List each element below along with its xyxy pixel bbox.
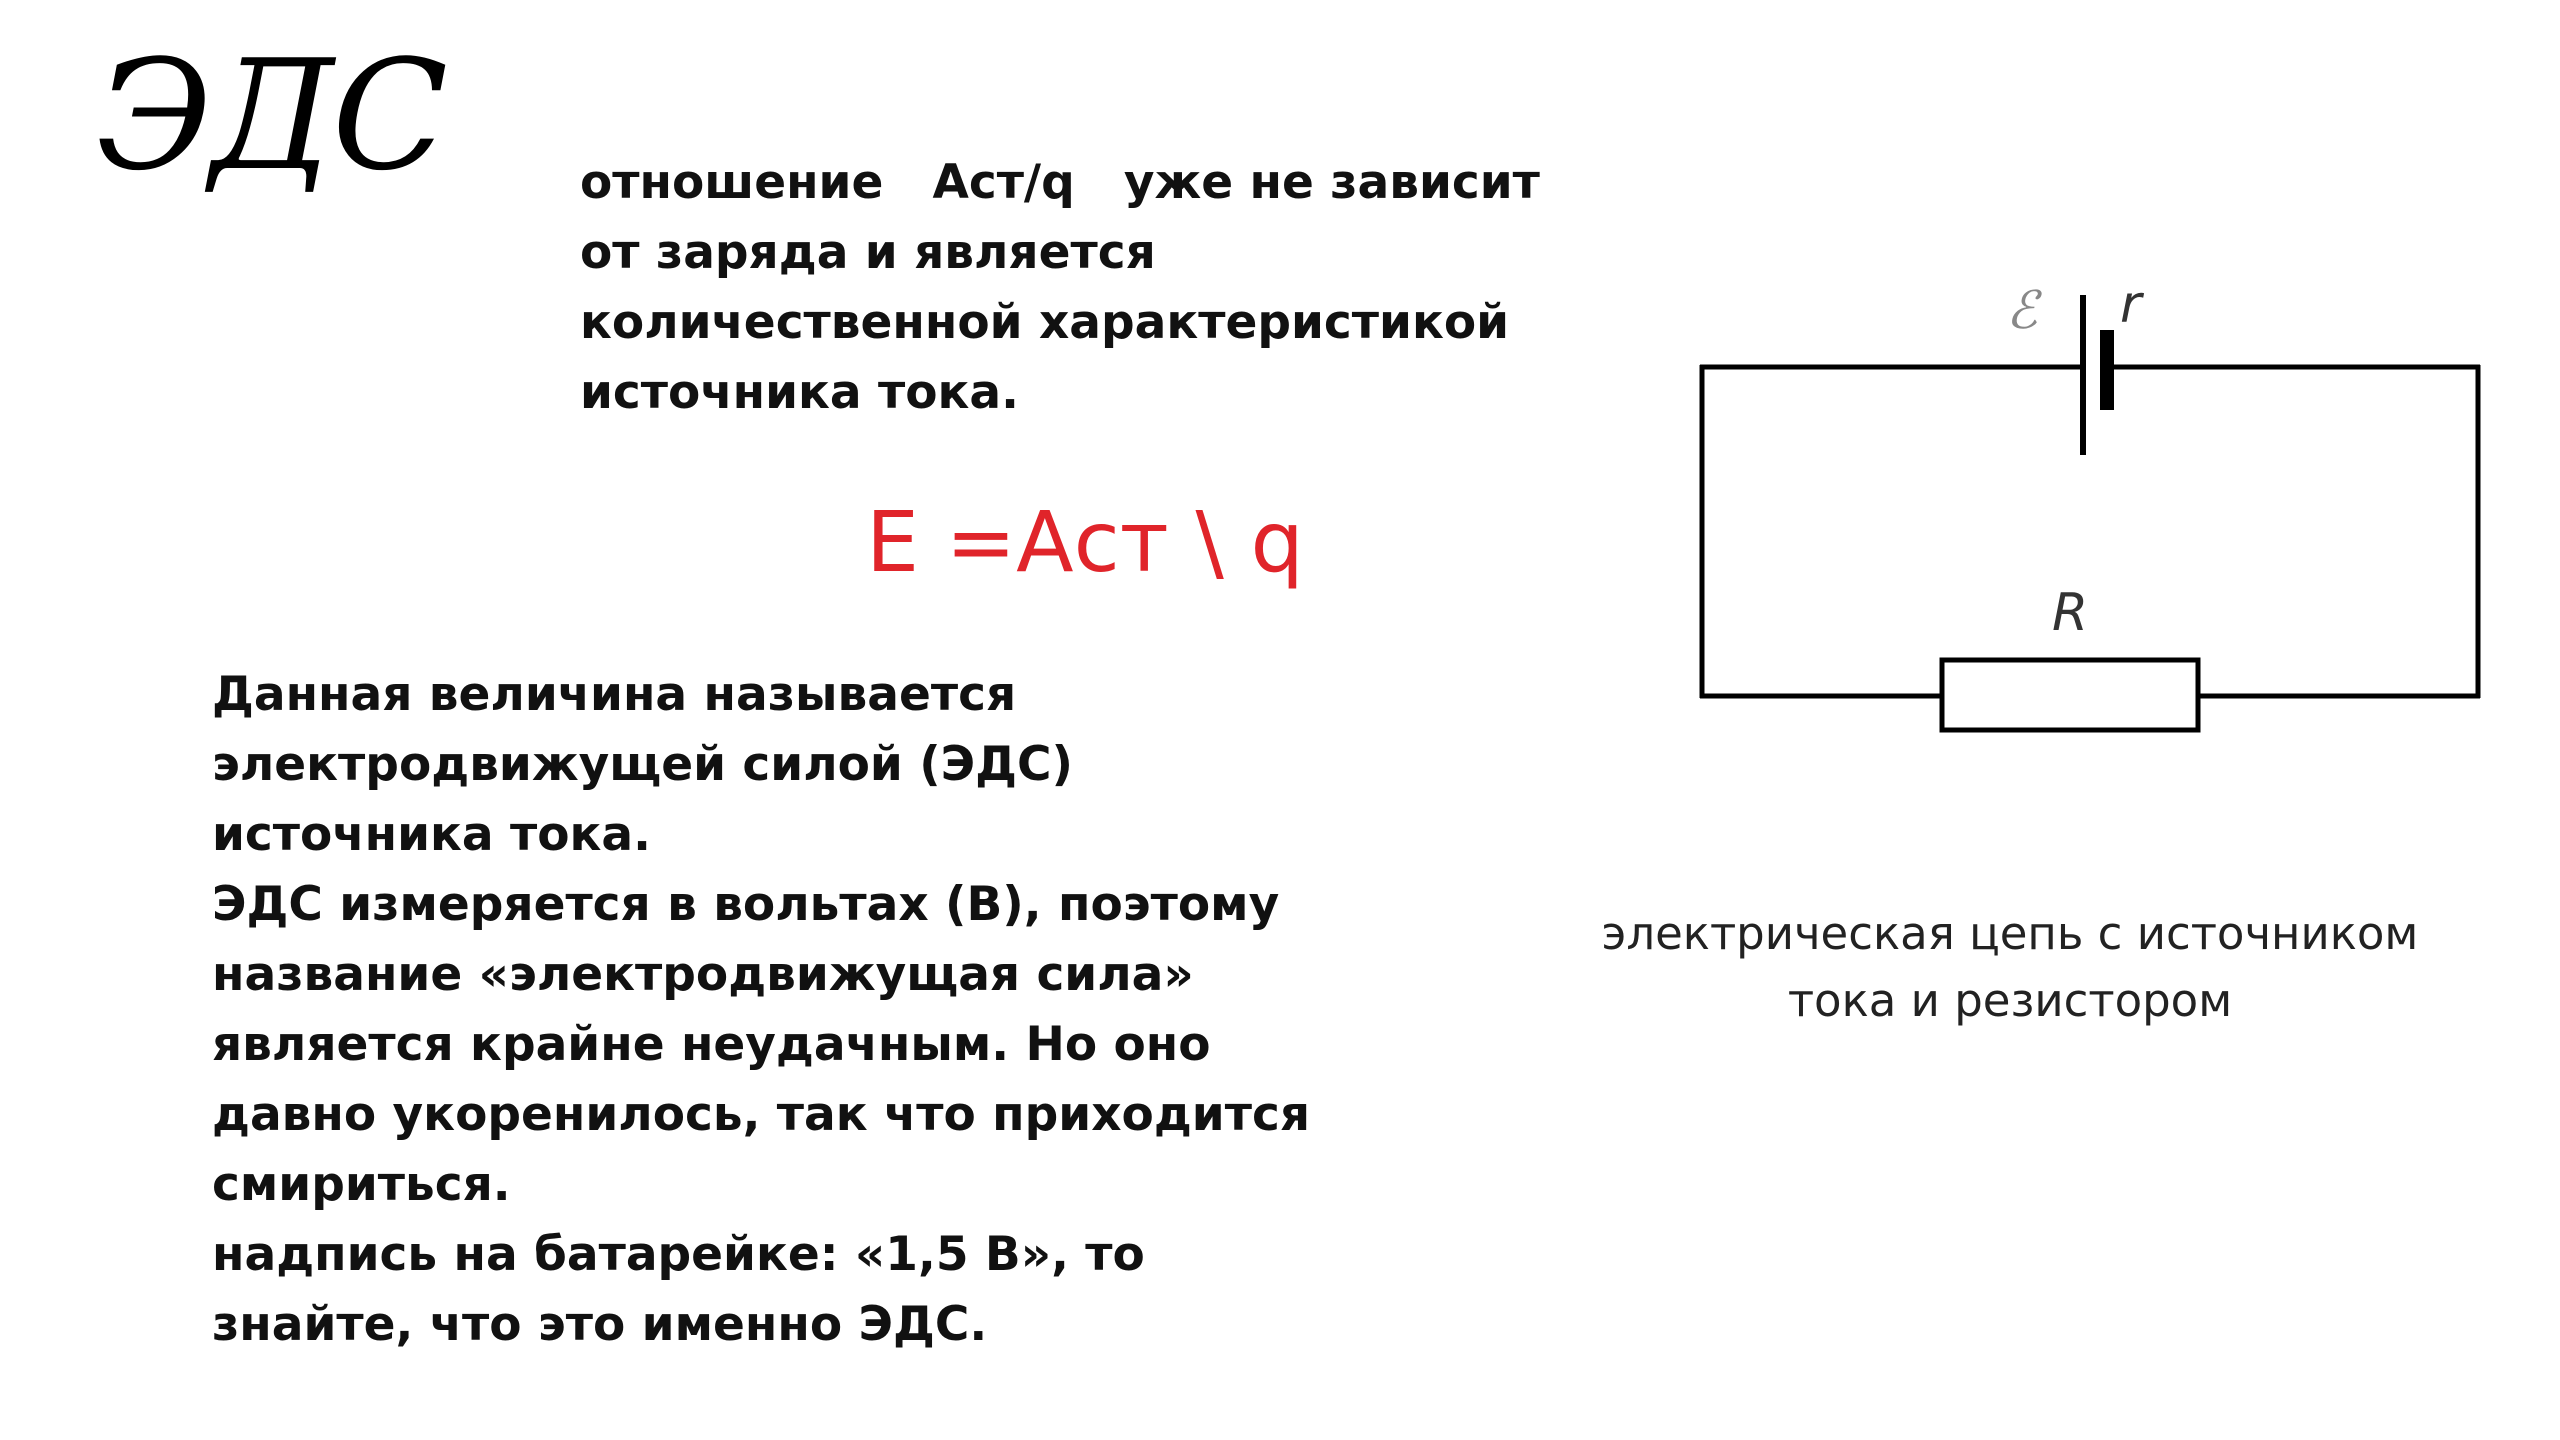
intro-line: количественной характеристикой <box>580 295 1510 350</box>
body-line: давно укоренилось, так что приходится <box>212 1087 1311 1142</box>
intro-line: отношение Aст/q уже не зависит <box>580 155 1540 210</box>
caption-line: тока и резистором <box>1787 974 2233 1027</box>
caption-line: электрическая цепь с источником <box>1601 907 2419 960</box>
internal-resistance-label: r <box>2120 275 2142 335</box>
body-line: является крайне неудачным. Но оно <box>212 1017 1211 1072</box>
body-line: электродвижущей силой (ЭДС) <box>212 737 1074 792</box>
body-paragraph <box>212 660 1372 1360</box>
circuit-diagram <box>1680 260 2500 760</box>
body-line: ЭДС измеряется в вольтах (В), поэтому <box>212 877 1280 932</box>
body-line: источника тока. <box>212 807 651 862</box>
emf-formula: E =Aст \ q <box>866 493 1304 591</box>
body-line: знайте, что это именно ЭДС. <box>212 1297 988 1352</box>
body-line: надпись на батарейке: «1,5 В», то <box>212 1227 1145 1282</box>
intro-paragraph <box>580 148 1580 428</box>
slide-title: ЭДС <box>96 27 447 204</box>
intro-line: от заряда и является <box>580 225 1156 280</box>
battery-short-plate <box>2100 330 2114 410</box>
body-line: Данная величина называется <box>212 667 1017 722</box>
resistor-body <box>1942 660 2198 730</box>
body-line: смириться. <box>212 1157 511 1212</box>
resistor-label: R <box>2052 583 2089 643</box>
body-line: название «электродвижущая сила» <box>212 947 1194 1002</box>
circuit-caption <box>1560 900 2460 1034</box>
intro-line: источника тока. <box>580 365 1019 420</box>
emf-label: ℰ <box>2006 281 2038 341</box>
